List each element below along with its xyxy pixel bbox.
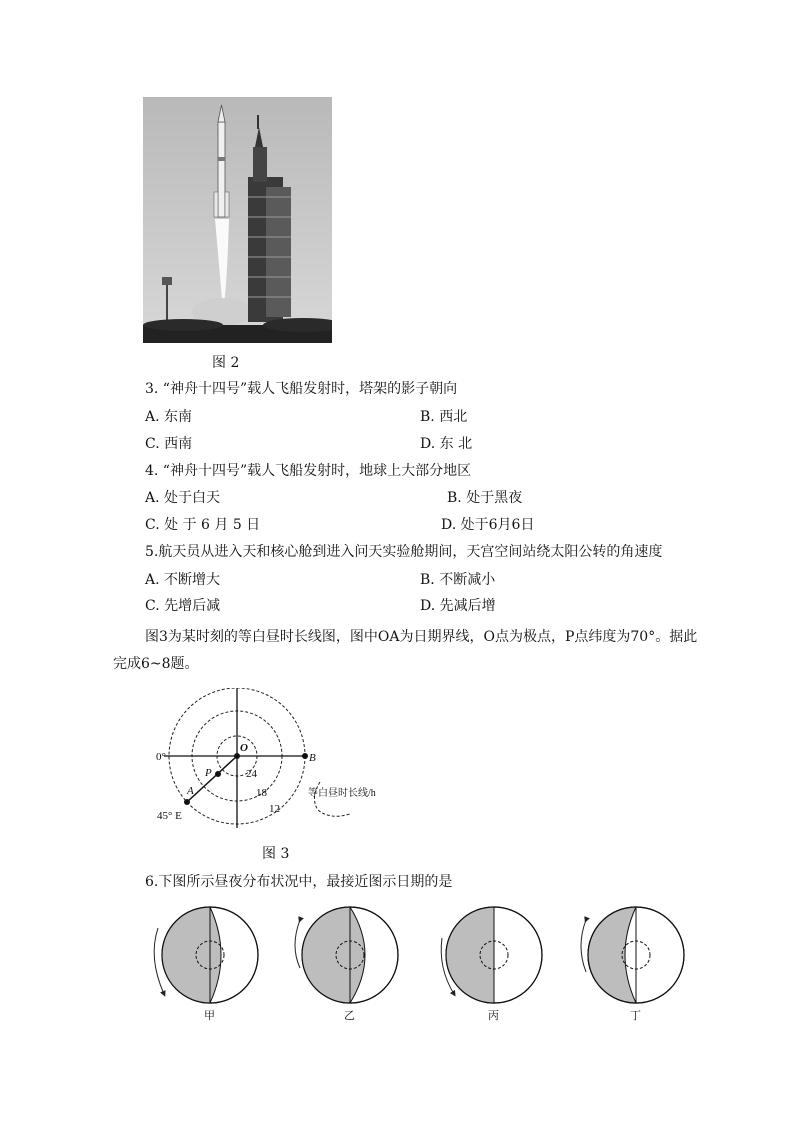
q4-option-d: D. 处于6月6日 [441,517,535,533]
label-12: 12 [269,803,280,815]
globe-yi [295,907,398,1003]
globe-label-bing: 丙 [488,1009,499,1022]
q5-option-b: B. 不断减小 [420,572,496,588]
rocket-launch-photo [143,97,332,343]
point-p [215,771,221,777]
label-o: O [240,742,248,754]
globe-bing [441,907,542,1003]
globe-jia [154,907,258,1003]
q4-option-b: B. 处于黑夜 [447,490,523,506]
globe-label-jia: 甲 [204,1009,215,1022]
q3-option-c: C. 西南 [145,436,193,452]
q5-option-a: A. 不断增大 [145,572,221,588]
question-5-stem: 5.航天员从进入天和核心舱到进入问天实验舱期间，天宫空间站绕太阳公转的角速度 [145,544,663,560]
figure2-caption: 图 2 [212,355,240,371]
q3-option-d: D. 东 北 [420,436,473,452]
day-night-globes [140,898,700,1023]
q3-option-b: B. 西北 [420,409,468,425]
label-a: A [187,785,194,797]
label-18: 18 [256,787,267,799]
label-p: P [205,767,212,779]
globe-label-yi: 乙 [344,1009,355,1022]
question-4-stem: 4. “神舟十四号”载人飞船发射时，地球上大部分地区 [145,463,472,479]
q4-option-c: C. 处 于 6 月 5 日 [145,517,261,533]
q3-option-a: A. 东南 [145,409,193,425]
question-6-stem: 6.下图所示昼夜分布状况中，最接近图示日期的是 [145,874,453,890]
question-3-stem: 3. “神舟十四号”载人飞船发射时，塔架的影子朝向 [145,381,458,397]
globe-ding [581,907,684,1003]
q4-option-a: A. 处于白天 [145,490,221,506]
label-zero: 0° [156,751,166,763]
daylight-isoline-diagram [150,688,390,828]
intro-line-1: 图3为某时刻的等白昼时长线图，图中OA为日期界线，O点为极点，P点纬度为70°。据此 [145,629,698,645]
intro-line-2: 完成6~8题。 [113,656,199,672]
label-45e: 45° E [157,810,182,822]
point-a [184,799,190,805]
globe-label-ding: 丁 [630,1009,641,1022]
q5-option-d: D. 先减后增 [420,598,496,614]
date-line-oa [187,756,237,802]
point-b [302,753,308,759]
label-b: B [309,752,316,764]
figure3-caption: 图 3 [262,846,290,862]
q5-option-c: C. 先增后减 [145,598,221,614]
label-24: 24 [246,768,257,780]
legend-text: 等白昼时长线/h [308,788,376,799]
